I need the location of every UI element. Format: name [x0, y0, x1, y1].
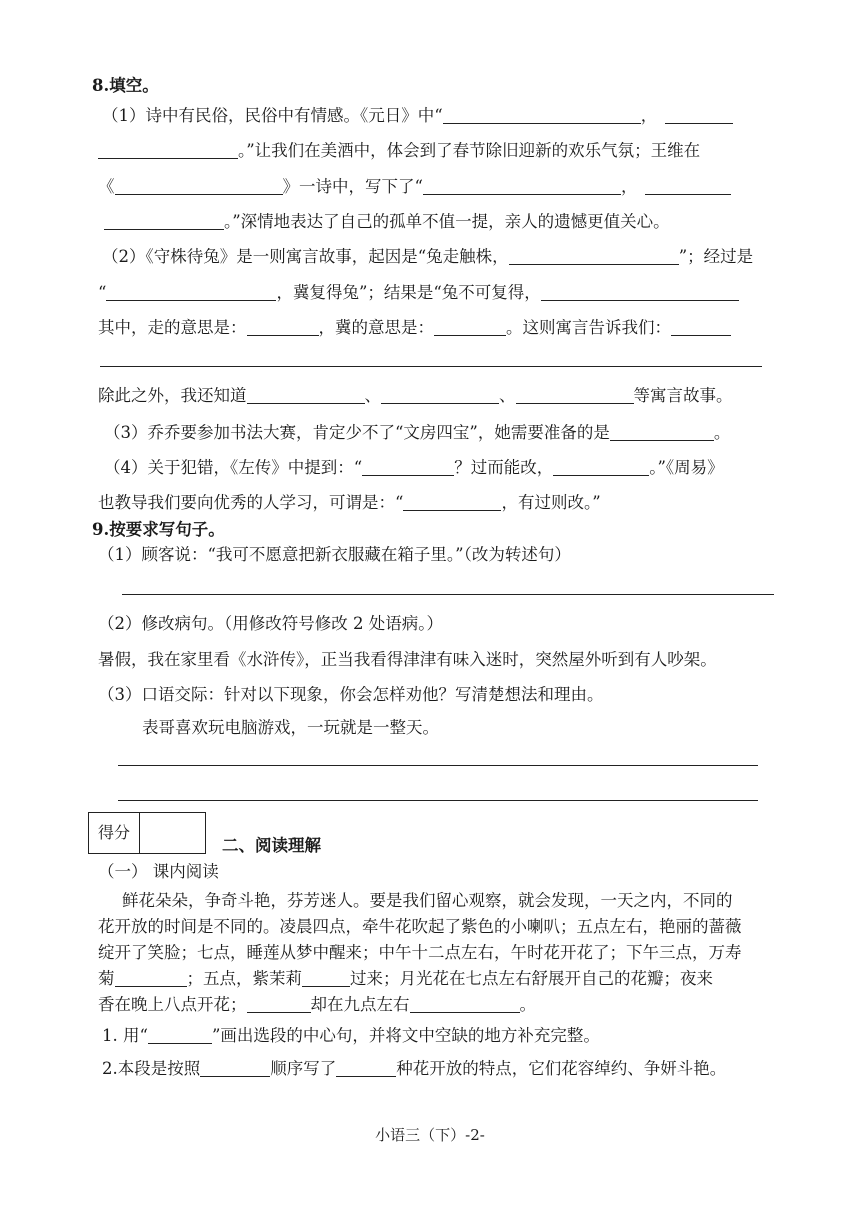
q8-4-line1	[104, 456, 724, 480]
blank-flower-action[interactable]	[410, 995, 520, 1013]
section2-title: 二、阅读理解	[222, 836, 321, 855]
q8-1-text-g: 。”深情地表达了自己的孤单不值一提，亲人的遗憾更值关心。	[224, 212, 670, 231]
q8-2-text-a: （2）《守株待兔》是一则寓言故事，起因是“兔走触株，	[102, 247, 509, 266]
reading-q1-text-a: 1. 用“	[102, 1026, 148, 1045]
q8-2-text-b: ”；经过是	[678, 247, 754, 266]
q8-2-text-c: “	[98, 283, 107, 302]
passage-line-4	[98, 967, 713, 991]
q9-3-sentence: 表哥喜欢玩电脑游戏，一玩就是一整天。	[142, 718, 439, 737]
passage-line-1: 鲜花朵朵，争奇斗艳，芬芳迷人。要是我们留心观察，就会发现，一天之内，不同的	[122, 891, 733, 910]
blank-wanshouju[interactable]	[115, 969, 187, 987]
q8-2-text-j: 、	[499, 386, 516, 405]
passage-line-5	[98, 993, 536, 1017]
q8-2-line4	[98, 384, 733, 408]
q8-4-text-e: ，有过则改。”	[501, 493, 601, 512]
score-label: 得分	[89, 813, 140, 853]
q8-1-text-b: ，	[640, 106, 658, 125]
reading-q1	[102, 1024, 600, 1048]
q8-2-line1	[102, 245, 753, 269]
reading-q2-text-b: 顺序写了	[270, 1059, 337, 1078]
answer-line-q9-3a[interactable]	[118, 765, 758, 766]
q8-2-text-d: ，冀复得兔”；结果是“兔不可复得，	[276, 283, 541, 302]
score-box	[88, 812, 206, 854]
blank-zou-meaning[interactable]	[247, 318, 319, 336]
blank-zhouyi[interactable]	[403, 493, 501, 511]
q8-1-text-e: 》一诗中，写下了“	[282, 177, 423, 196]
blank-yuanri-1[interactable]	[443, 106, 641, 124]
blank-zimoli[interactable]	[302, 969, 350, 987]
q8-2-text-k: 等寓言故事。	[633, 386, 733, 405]
blank-tuzi-2[interactable]	[106, 283, 276, 301]
blank-lesson-a[interactable]	[671, 318, 731, 336]
blank-fable-1[interactable]	[247, 386, 365, 404]
q8-1-line1	[102, 104, 733, 128]
q8-3-text-b: 。	[713, 423, 731, 442]
passage-text-5a: 香在晚上八点开花；	[98, 995, 247, 1014]
blank-wangwei-2a[interactable]	[645, 177, 731, 195]
passage-line-2: 花开放的时间是不同的。凌晨四点，牵牛花吹起了紫色的小喇叭；五点左右，艳丽的蔷薇	[98, 917, 742, 936]
q8-2-line2	[98, 281, 739, 305]
q8-2-text-e: 其中，走的意思是：	[98, 318, 247, 337]
q8-2-text-g: 。这则寓言告诉我们：	[506, 318, 671, 337]
passage-text-4b: ；五点，紫茉莉	[186, 969, 302, 988]
blank-zuozhuan-1[interactable]	[362, 458, 454, 476]
reading-q2-text-c: 种花开放的特点，它们花容绰约、争妍斗艳。	[396, 1059, 727, 1078]
blank-wangwei-1[interactable]	[423, 177, 621, 195]
score-input[interactable]	[141, 813, 205, 853]
q9-1-text: （1）顾客说：“我可不愿意把新衣服藏在箱子里。”（改为转述句）	[98, 545, 571, 564]
q8-title: 8.填空。	[92, 76, 159, 95]
blank-ji-meaning[interactable]	[434, 318, 506, 336]
passage-text-5c: 。	[519, 995, 536, 1014]
q8-3-text-a: （3）乔乔要参加书法大赛，肯定少不了“文房四宝”，她需要准备的是	[104, 423, 610, 442]
passage-text-4c: 过来；月光花在七点左右舒展开自己的花瓣；夜来	[350, 969, 713, 988]
q8-1-text-d: 《	[98, 177, 115, 196]
q8-2-text-f: ，冀的意思是：	[318, 318, 434, 337]
blank-tuzi-3[interactable]	[541, 283, 739, 301]
passage-text-4a: 菊	[98, 969, 115, 988]
blank-count[interactable]	[336, 1059, 396, 1077]
q8-4-text-b: ？过而能改，	[454, 458, 554, 477]
blank-order[interactable]	[200, 1059, 270, 1077]
answer-line-q9-3b[interactable]	[118, 800, 758, 801]
blank-yuanri-2b[interactable]	[98, 141, 238, 159]
q8-1-line3	[98, 175, 731, 199]
reading-q2	[102, 1057, 726, 1081]
q8-1-text-f: ，	[620, 177, 638, 196]
page-footer: 小语三（下）-2-	[375, 1126, 485, 1144]
q8-4-line2	[98, 491, 601, 515]
q8-2-text-h: 除此之外，我还知道	[98, 386, 247, 405]
q8-2-text-i: 、	[364, 386, 381, 405]
blank-wangwei-2b[interactable]	[104, 212, 224, 230]
blank-fable-3[interactable]	[516, 386, 634, 404]
blank-zuozhuan-2[interactable]	[553, 458, 649, 476]
section2-subtitle: （一） 课内阅读	[98, 862, 219, 881]
q9-title: 9.按要求写句子。	[92, 520, 225, 539]
reading-q2-text-a: 2.本段是按照	[102, 1059, 201, 1078]
blank-wenfang[interactable]	[610, 423, 714, 441]
q9-2-text: （2）修改病句。（用修改符号修改 2 处语病。）	[98, 614, 443, 633]
q8-1-line4	[104, 210, 670, 234]
q9-2-sentence: 暑假，我在家里看《水浒传》，正当我看得津津有味入迷时，突然屋外听到有人吵架。	[98, 650, 717, 669]
blank-yuanri-2a[interactable]	[665, 106, 733, 124]
answer-line-lesson[interactable]	[100, 366, 762, 367]
q8-3-line	[104, 421, 730, 445]
answer-line-q9-1[interactable]	[122, 594, 774, 595]
q8-2-line3	[98, 316, 731, 340]
blank-tuzi-1[interactable]	[509, 247, 679, 265]
blank-fable-2[interactable]	[381, 386, 499, 404]
q8-4-text-d: 也教导我们要向优秀的人学习，可谓是：“	[98, 493, 404, 512]
blank-flower-nine[interactable]	[247, 995, 311, 1013]
reading-q1-text-b: ”画出选段的中心句，并将文中空缺的地方补充完整。	[211, 1026, 600, 1045]
q8-4-text-c: 。”《周易》	[649, 458, 724, 477]
q9-3-text: （3）口语交际：针对以下现象，你会怎样劝他？写清楚想法和理由。	[98, 685, 604, 704]
q8-1-text-a: （1）诗中有民俗，民俗中有情感。《元日》中“	[102, 106, 443, 125]
blank-line-symbol[interactable]	[148, 1026, 212, 1044]
q8-1-line2	[98, 139, 700, 163]
passage-line-3: 绽开了笑脸；七点，睡莲从梦中醒来；中午十二点左右，午时花开花了；下午三点，万寿	[98, 943, 742, 962]
q8-4-text-a: （4）关于犯错，《左传》中提到：“	[104, 458, 363, 477]
q8-1-text-c: 。”让我们在美酒中，体会到了春节除旧迎新的欢乐气氛；王维在	[238, 141, 701, 160]
blank-poem-title[interactable]	[115, 177, 283, 195]
passage-text-5b: 却在九点左右	[310, 995, 410, 1014]
